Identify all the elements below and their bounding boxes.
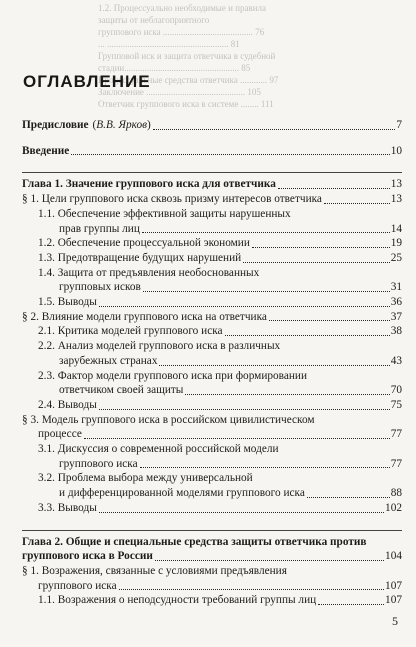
toc-page: 75 <box>390 398 402 411</box>
bleed-line: Групповой иск и защита ответчика в судебной <box>98 51 276 61</box>
toc-page: 14 <box>390 222 402 235</box>
bleed-line: 1.2. Процессуально необходимые и правила <box>98 3 267 13</box>
toc-entry-chapter-2[interactable] <box>22 535 402 564</box>
toc-entry-1-1-4[interactable] <box>22 266 402 295</box>
toc-entry-1-3-2[interactable] <box>22 471 402 500</box>
toc-label: 1.4. Защита от предъявления необоснованных <box>38 266 260 279</box>
leader-dots <box>225 334 390 336</box>
toc-label: 2.4. Выводы <box>38 398 97 411</box>
toc-label: Введение <box>22 144 70 157</box>
bleed-line: Процессуальные средства ответчика ............ 97 <box>98 75 279 85</box>
leader-dots <box>318 603 384 605</box>
toc-label: процессе <box>38 428 82 441</box>
toc-entry-1-2[interactable] <box>22 310 402 325</box>
toc-page: 38 <box>390 325 402 338</box>
toc-page: 77 <box>390 428 402 441</box>
leader-dots <box>278 187 390 189</box>
toc-entry-1-2-3[interactable] <box>22 369 402 398</box>
toc-entry-1-1-5[interactable] <box>22 295 402 310</box>
leader-dots <box>119 588 384 590</box>
toc-label: 2.2. Анализ моделей группового иска в различных <box>38 340 281 353</box>
leader-dots <box>185 393 389 395</box>
toc-label: § 1. Цели группового иска сквозь призму интересов ответчика <box>22 193 322 206</box>
toc-label: групповых исков <box>59 281 141 294</box>
toc-page: 70 <box>390 384 402 397</box>
toc-entry-1-2-4[interactable] <box>22 398 402 413</box>
page-title: ОГЛАВЛЕНИЕ <box>23 72 151 91</box>
leader-dots <box>243 261 390 263</box>
leader-dots <box>307 496 390 498</box>
toc-label: 1.2. Обеспечение процессуальной экономии <box>38 237 250 250</box>
toc-label: 1.3. Предотвращение будущих нарушений <box>38 251 242 264</box>
toc-entry-1-1-2[interactable] <box>22 236 402 251</box>
bleed-line: Заключение ............................................ 105 <box>98 87 261 97</box>
bleed-line: группового иска ........................................ 76 <box>98 27 265 37</box>
toc-page: 10 <box>390 144 402 157</box>
toc-entry-1-1-1[interactable] <box>22 207 402 236</box>
toc-page: 107 <box>385 579 402 592</box>
leader-dots <box>324 202 390 204</box>
leader-dots <box>143 290 390 292</box>
toc-entry-chapter-1[interactable] <box>22 177 402 192</box>
bleed-line: защиты от неблагоприятного <box>98 15 210 25</box>
leader-dots <box>99 305 390 307</box>
toc-entry-2-1[interactable] <box>22 564 402 593</box>
toc-page: 104 <box>385 550 402 563</box>
toc-page: 13 <box>390 178 402 191</box>
toc-label: группового иска <box>59 457 138 470</box>
toc-entry-1-3[interactable] <box>22 413 402 442</box>
toc-label: Предисловие <box>22 119 89 131</box>
toc-label: зарубежных странах <box>59 354 158 367</box>
toc-label: группового иска в России <box>22 550 153 563</box>
toc-label: 1.1. Возражения о неподсудности требований группы лиц <box>38 594 317 607</box>
toc-page: 13 <box>390 193 402 206</box>
toc-page: 43 <box>390 354 402 367</box>
toc-label: и дифференцированной моделями группового иска <box>59 487 305 500</box>
toc-entry-intro[interactable] <box>22 144 402 159</box>
toc-label: 1.5. Выводы <box>38 296 97 309</box>
page-number: 5 <box>392 614 398 628</box>
toc-label: 2.3. Фактор модели группового иска при формировании <box>38 369 308 382</box>
table-of-contents <box>22 118 402 608</box>
toc-page: 36 <box>390 296 402 309</box>
leader-dots <box>99 511 384 513</box>
bleed-line: стадии................................................... 85 <box>98 63 251 73</box>
toc-entry-1-2-1[interactable] <box>22 324 402 339</box>
toc-label: § 1. Возражения, связанные с условиями предъявления <box>22 564 287 577</box>
bleed-line: Ответчик группового иска в системе ........ 111 <box>98 99 274 109</box>
leader-dots <box>153 128 396 130</box>
leader-dots <box>84 437 390 439</box>
toc-entry-1-1[interactable] <box>22 192 402 207</box>
toc-page: 25 <box>390 251 402 264</box>
toc-label: 2.1. Критика моделей группового иска <box>38 325 223 338</box>
toc-label: Глава 2. Общие и специальные средства защиты ответчика против <box>22 535 367 548</box>
toc-label: 3.1. Дискуссия о современной российской модели <box>38 443 279 456</box>
toc-entry-2-1-1[interactable] <box>22 593 402 608</box>
toc-page: 19 <box>390 237 402 250</box>
leader-dots <box>269 319 390 321</box>
toc-entry-1-1-3[interactable] <box>22 251 402 266</box>
toc-label: § 2. Влияние модели группового иска на ответчика <box>22 310 267 323</box>
toc-entry-preface[interactable]: Предисловие (В.В. Ярков) 7 <box>22 119 402 131</box>
toc-entry-1-2-2[interactable] <box>22 339 402 368</box>
toc-label: ответчиком своей защиты <box>59 384 184 397</box>
toc-entry-1-3-3[interactable] <box>22 501 402 516</box>
toc-page: 77 <box>390 457 402 470</box>
leader-dots <box>142 231 390 233</box>
toc-page: 88 <box>390 487 402 500</box>
toc-label: 1.1. Обеспечение эффективной защиты нарушенных <box>38 207 291 220</box>
toc-label: § 3. Модель группового иска в российском цивилистическом <box>22 413 315 426</box>
leader-dots <box>140 466 390 468</box>
leader-dots <box>99 408 390 410</box>
toc-label: группового иска <box>38 579 117 592</box>
leader-dots <box>159 364 389 366</box>
toc-entry-1-3-1[interactable] <box>22 442 402 471</box>
toc-page: 37 <box>390 310 402 323</box>
toc-label: Глава 1. Значение группового иска для ответчика <box>22 178 276 191</box>
toc-page: 31 <box>390 281 402 294</box>
bleed-line: ... ...................................................... 81 <box>98 39 240 49</box>
toc-label: 3.3. Выводы <box>38 501 97 514</box>
toc-author: В.В. Ярков <box>96 119 148 131</box>
leader-dots <box>71 153 389 155</box>
toc-page: 102 <box>385 501 402 514</box>
toc-page: 7 <box>396 119 402 131</box>
toc-label: прав группы лиц <box>59 222 140 235</box>
toc-label: 3.2. Проблема выбора между универсальной <box>38 472 253 485</box>
toc-page: 107 <box>385 594 402 607</box>
leader-dots <box>252 246 390 248</box>
leader-dots <box>155 559 384 561</box>
